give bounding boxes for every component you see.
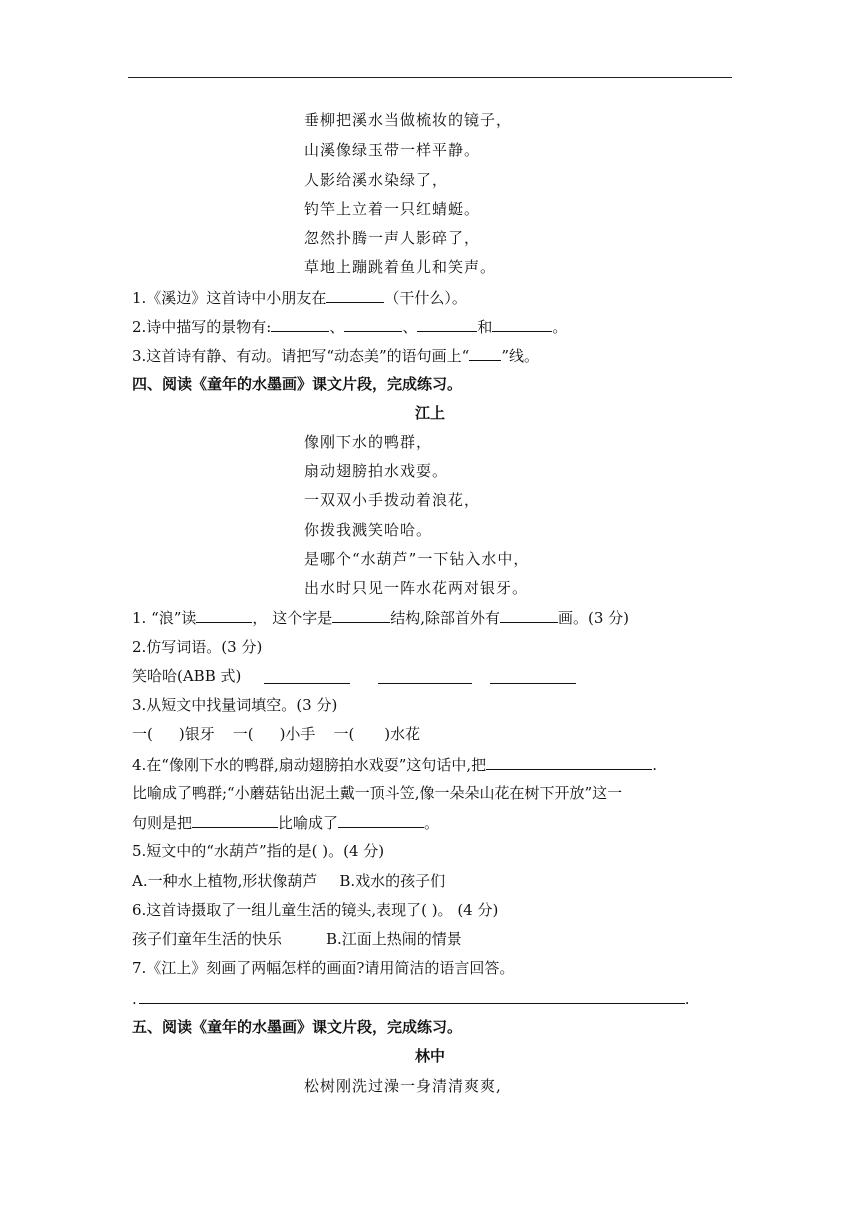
question-3-3: 3.这首诗有静、有动。请把写“动态美”的语句画上“ ”线。 [132, 347, 539, 365]
answer-blank[interactable] [344, 316, 402, 332]
answer-blank[interactable] [332, 607, 390, 623]
question-4-7-answer: . . [132, 990, 690, 1008]
section-5-heading: 五、阅读《童年的水墨画》课文片段，完成练习。 [132, 1018, 463, 1036]
poem2-line-3: 一双双小手拨动着浪花， [304, 491, 481, 509]
poem2-line-1: 像刚下水的鸭群， [304, 433, 433, 451]
option-b[interactable]: B.戏水的孩子们 [339, 872, 446, 890]
question-4-5-options [132, 871, 445, 891]
poem2-title: 江上 [414, 404, 445, 422]
poem1-line-3: 人影给溪水染绿了， [304, 171, 449, 189]
answer-blank[interactable] [192, 812, 278, 828]
poem2-line-6: 出水时只见一阵水花两对银牙。 [304, 579, 529, 597]
question-4-4-line-2: 比喻成了鸭群;“小蘑菇钻出泥土戴一顶斗笠,像一朵朵山花在树下开放”这一 [132, 784, 623, 802]
poem2-line-5: 是哪个“水葫芦”一下钻入水中， [304, 550, 530, 568]
question-4-1: 1. “浪”读 ， 这个字是 结构,除部首外有 画。(3 分) [132, 609, 630, 627]
answer-blank[interactable] [326, 287, 384, 303]
poem2-line-2: 扇动翅膀拍水戏耍。 [304, 462, 449, 480]
answer-blank[interactable] [338, 812, 424, 828]
answer-blank[interactable] [500, 607, 558, 623]
question-4-2-example: 笑哈哈(ABB 式) [132, 666, 241, 686]
poem2-line-4: 你拨我溅笑哈哈。 [304, 521, 433, 539]
answer-blank[interactable] [486, 754, 652, 770]
poem1-line-2: 山溪像绿玉带一样平静。 [304, 141, 481, 159]
question-4-5: 5.短文中的“水葫芦”指的是( )。(4 分) [132, 842, 385, 860]
question-4-4: 4.在“像刚下水的鸭群,扇动翅膀拍水戏耍”这句话中,把 . [132, 756, 657, 774]
option-a[interactable]: A.一种水上植物,形状像葫芦 [132, 872, 318, 890]
question-4-7: 7.《江上》刻画了两幅怎样的画面?请用简洁的语言回答。 [132, 959, 515, 977]
answer-blank[interactable] [196, 607, 252, 623]
option-b[interactable]: B.江面上热闹的情景 [326, 930, 462, 948]
poem1-line-5: 忽然扑腾一声人影碎了， [304, 229, 481, 247]
poem1-line-4: 钓竿上立着一只红蜻蜓。 [304, 200, 481, 218]
question-3-2: 2.诗中描写的景物有: 、 、 和 。 [132, 318, 568, 336]
answer-line[interactable] [378, 683, 472, 684]
question-3-1: 1.《溪边》这首诗中小朋友在 （干什么）。 [132, 289, 467, 307]
poem1-line-6: 草地上蹦跳着鱼儿和笑声。 [304, 258, 497, 276]
answer-line[interactable] [139, 988, 685, 1004]
header-rule [128, 77, 732, 78]
answer-blank[interactable] [492, 316, 552, 332]
question-4-6: 6.这首诗摄取了一组儿童生活的镜头,表现了( )。 (4 分) [132, 901, 499, 919]
option-a[interactable]: 孩子们童年生活的快乐 [132, 930, 283, 948]
section-4-heading: 四、阅读《童年的水墨画》课文片段，完成练习。 [132, 375, 463, 393]
poem3-title: 林中 [414, 1047, 445, 1065]
question-4-3-items: 一( )银牙 一( )小手 一( )水花 [132, 725, 421, 743]
answer-line[interactable] [264, 683, 350, 684]
question-4-2: 2.仿写词语。(3 分) [132, 638, 263, 656]
question-4-6-options [132, 929, 462, 949]
answer-line[interactable] [490, 683, 576, 684]
poem3-line-1: 松树刚洗过澡一身清清爽爽, [304, 1077, 502, 1095]
answer-blank[interactable] [417, 316, 477, 332]
question-4-4-line-3: 句则是把 比喻成了 。 [132, 814, 440, 832]
poem1-line-1: 垂柳把溪水当做梳妆的镜子， [304, 111, 513, 129]
question-4-3: 3.从短文中找量词填空。(3 分) [132, 696, 338, 714]
answer-blank[interactable] [469, 345, 501, 361]
answer-blank[interactable] [271, 316, 329, 332]
